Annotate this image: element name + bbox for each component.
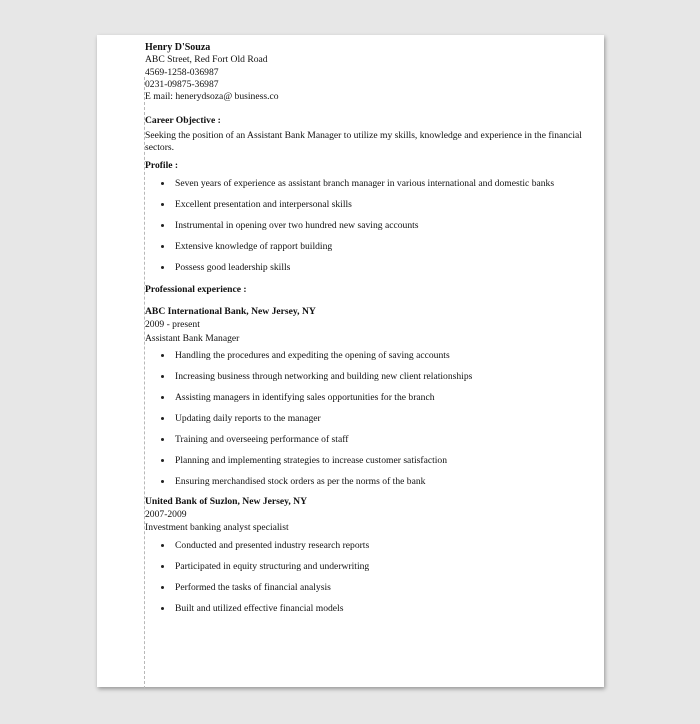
list-item-text: Possess good leadership skills bbox=[175, 261, 291, 273]
resume-content bbox=[145, 42, 585, 623]
list-item-text: Assisting managers in identifying sales opportunities for the branch bbox=[175, 391, 435, 403]
experience-heading: Professional experience : bbox=[145, 283, 247, 295]
list-item bbox=[145, 560, 585, 581]
list-item bbox=[145, 475, 585, 496]
bullet-icon bbox=[161, 182, 164, 185]
bullet-icon bbox=[161, 396, 164, 399]
job-employer: ABC International Bank, New Jersey, NY bbox=[145, 305, 316, 317]
bullet-icon bbox=[161, 480, 164, 483]
career-objective-heading: Career Objective : bbox=[145, 115, 221, 127]
list-item bbox=[145, 349, 585, 370]
bullet-icon bbox=[161, 544, 164, 547]
list-item bbox=[145, 454, 585, 475]
list-item-text: Seven years of experience as assistant branch manager in various international and domestic banks bbox=[175, 177, 555, 189]
list-item-text: Increasing business through networking and building new client relationships bbox=[175, 370, 473, 382]
profile-section bbox=[145, 160, 585, 281]
bullet-icon bbox=[161, 459, 164, 462]
bullet-icon bbox=[161, 224, 164, 227]
bullet-icon bbox=[161, 375, 164, 378]
list-item bbox=[145, 240, 585, 261]
bullet-icon bbox=[161, 354, 164, 357]
job-entry-1 bbox=[145, 306, 585, 496]
bullet-icon bbox=[161, 203, 164, 206]
bullet-icon bbox=[161, 607, 164, 610]
bullet-icon bbox=[161, 417, 164, 420]
experience-section bbox=[145, 284, 585, 623]
list-item bbox=[145, 198, 585, 219]
job-period: 2007-2009 bbox=[145, 509, 187, 521]
list-item-text: Conducted and presented industry research reports bbox=[175, 539, 370, 551]
list-item bbox=[145, 412, 585, 433]
list-item-text: Ensuring merchandised stock orders as per the norms of the bank bbox=[175, 475, 426, 487]
bullet-icon bbox=[161, 565, 164, 568]
list-item-text: Extensive knowledge of rapport building bbox=[175, 240, 333, 252]
list-item-text: Training and overseeing performance of staff bbox=[175, 433, 349, 445]
contact-email: E mail: henerydsoza@ business.co bbox=[145, 91, 279, 103]
career-objective-text: Seeking the position of an Assistant Bank Manager to utilize my skills, knowledge and experience in the financial sectors. bbox=[145, 129, 582, 154]
profile-heading: Profile : bbox=[145, 160, 179, 172]
bullet-icon bbox=[161, 245, 164, 248]
profile-list bbox=[145, 177, 585, 282]
list-item-text: Participated in equity structuring and underwriting bbox=[175, 560, 370, 572]
list-item bbox=[145, 539, 585, 560]
list-item bbox=[145, 391, 585, 412]
job-title: Assistant Bank Manager bbox=[145, 332, 240, 344]
list-item bbox=[145, 433, 585, 454]
contact-block bbox=[145, 42, 585, 103]
career-objective-section bbox=[145, 115, 585, 154]
resume-page bbox=[97, 35, 604, 687]
list-item bbox=[145, 581, 585, 602]
list-item bbox=[145, 219, 585, 240]
contact-name: Henry D'Souza bbox=[145, 42, 211, 53]
job-duties-list bbox=[145, 349, 585, 496]
contact-address: ABC Street, Red Fort Old Road bbox=[145, 54, 268, 66]
list-item-text: Performed the tasks of financial analysis bbox=[175, 581, 331, 593]
list-item-text: Excellent presentation and interpersonal skills bbox=[175, 198, 352, 210]
list-item bbox=[145, 370, 585, 391]
job-entry-2 bbox=[145, 496, 585, 623]
bullet-icon bbox=[161, 586, 164, 589]
contact-phone-1: 4569-1258-036987 bbox=[145, 66, 219, 78]
list-item-text: Handling the procedures and expediting the opening of saving accounts bbox=[175, 349, 450, 361]
list-item-text: Updating daily reports to the manager bbox=[175, 412, 321, 424]
list-item bbox=[145, 602, 585, 623]
list-item bbox=[145, 177, 585, 198]
job-title: Investment banking analyst specialist bbox=[145, 522, 289, 534]
bullet-icon bbox=[161, 266, 164, 269]
list-item-text: Planning and implementing strategies to increase customer satisfaction bbox=[175, 454, 448, 466]
list-item-text: Built and utilized effective financial models bbox=[175, 602, 344, 614]
job-employer: United Bank of Suzlon, New Jersey, NY bbox=[145, 495, 308, 507]
list-item bbox=[145, 261, 585, 282]
bullet-icon bbox=[161, 438, 164, 441]
job-period: 2009 - present bbox=[145, 319, 200, 331]
list-item-text: Instrumental in opening over two hundred new saving accounts bbox=[175, 219, 419, 231]
contact-phone-2: 0231-09875-36987 bbox=[145, 78, 219, 90]
job-duties-list bbox=[145, 539, 585, 623]
